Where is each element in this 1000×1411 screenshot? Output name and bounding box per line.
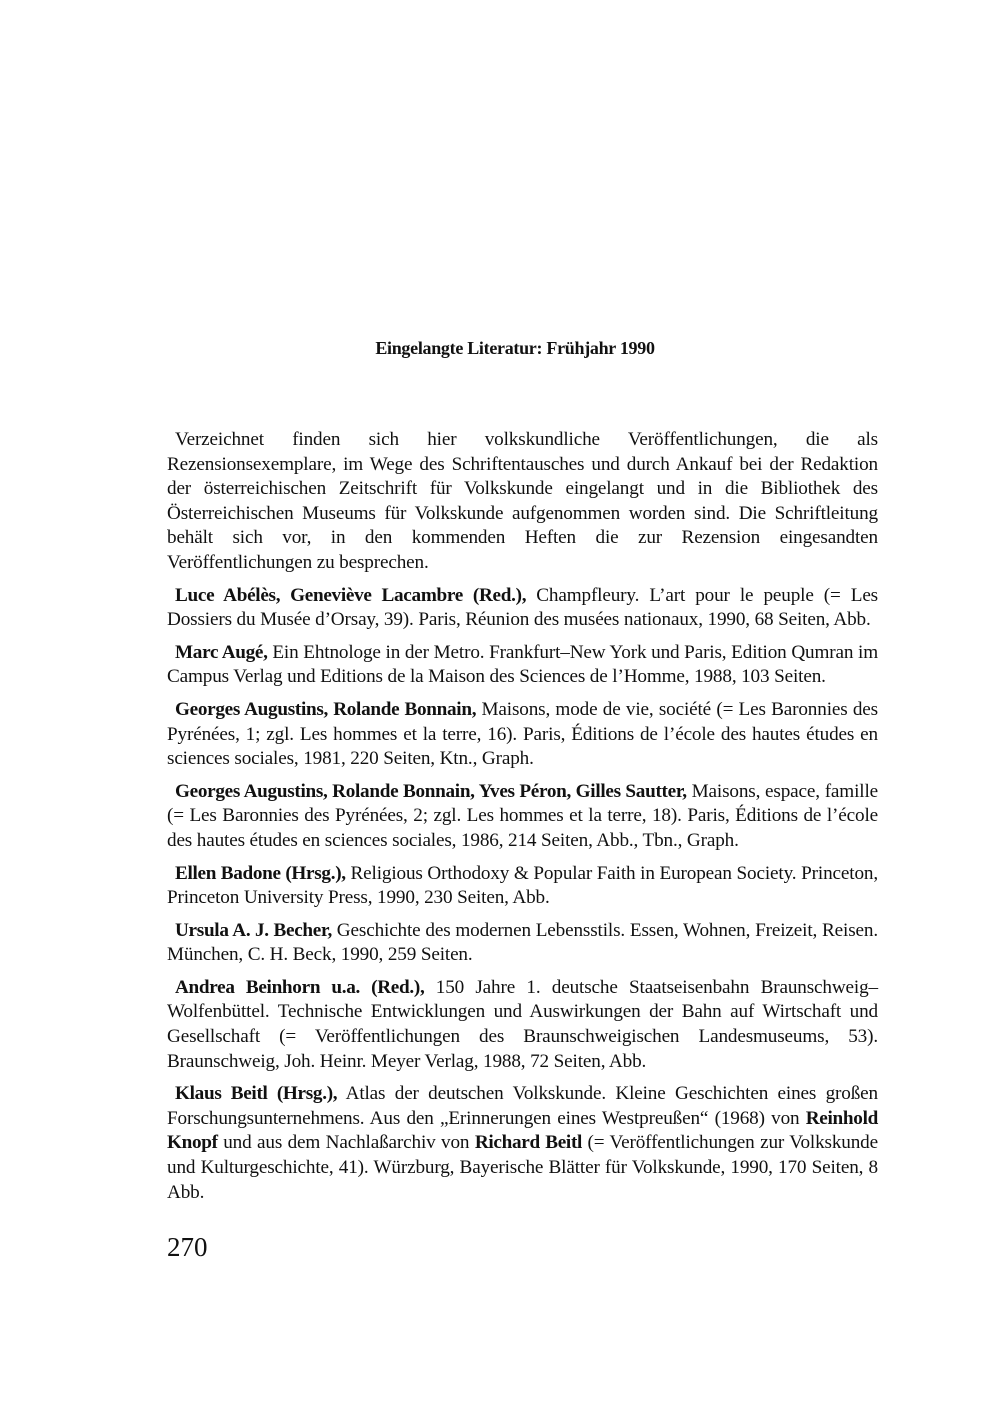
entry-text: Maisons, espace, famille (= Les Baronnies des Pyrénées, 2; zgl. Les hommes et la terre, 18). Paris, Éditions de l’école des hautes études en sciences sociales, 1986, 214 Seiten, Abb., Tbn., Graph.: [167, 780, 878, 851]
entry-text: Atlas der deutschen Volkskunde. Kleine Geschichten eines großen Forschungsunternehmens. Aus den „Erinnerungen eines Westpreußen“ (1968) von: [167, 1083, 878, 1129]
bibliography-entry: [167, 584, 878, 633]
entry-author: Luce Abélès, Geneviève Lacambre (Red.),: [175, 584, 527, 606]
entry-author: Richard Beitl: [474, 1132, 583, 1154]
bibliography-entry: [167, 919, 878, 968]
entry-text: Champfleury. L’art pour le peuple (= Les Dossiers du Musée d’Orsay, 39). Paris, Réunion des musées nationaux, 1990, 68 Seiten, Abb.: [167, 584, 878, 631]
entry-author: Marc Augé,: [175, 641, 268, 663]
entry-author: Klaus Beitl (Hrsg.),: [175, 1083, 338, 1105]
bibliography-list: [167, 584, 878, 1206]
entry-author: Ellen Badone (Hrsg.),: [175, 862, 346, 884]
bibliography-entry: [167, 698, 878, 772]
bibliography-entry: [167, 1082, 878, 1205]
entry-text: Ein Ehtnologe in der Metro. Frankfurt–New York und Paris, Edition Qumran im Campus Verlag und Editions de la Maison des Sciences de l’Homme, 1988, 103 Seiten.: [167, 641, 878, 688]
intro-paragraph: Verzeichnet finden sich hier volkskundliche Veröffentlichungen, die als Rezensionsexemplare, im Wege des Schriftentausches und durch Ankauf bei der Redaktion der österreichischen Zeitschrift für Volkskunde eingelangt und in die Bibliothek des Österreichischen Museums für Volkskunde aufgenommen worden sind. Die Schriftleitung behält sich vor, in den kommenden Heften die zur Rezension eingesandten Veröffentlichungen zu besprechen.: [167, 429, 878, 573]
document-body: [167, 428, 878, 1213]
bibliography-entry: [167, 780, 878, 854]
entry-text: Maisons, mode de vie, société (= Les Baronnies des Pyrénées, 1; zgl. Les hommes et la terre, 16). Paris, Éditions de l’école des hautes études en sciences sociales, 1981, 220 Seiten, Ktn., Graph.: [167, 698, 878, 770]
entry-text: (= Veröffentlichungen zur Volkskunde und Kulturgeschichte, 41). Würzburg, Bayerische Blätter für Volkskunde, 1990, 170 Seiten, 8 Abb.: [167, 1132, 878, 1203]
page-title: Eingelangte Literatur: Frühjahr 1990: [375, 338, 655, 358]
entry-author: Georges Augustins, Rolande Bonnain, Yves Péron, Gilles Sautter,: [175, 780, 687, 802]
bibliography-entry: [167, 862, 878, 911]
entry-author: Andrea Beinhorn u.a. (Red.),: [175, 976, 425, 998]
entry-text: und aus dem Nachlaßarchiv von: [217, 1132, 475, 1154]
bibliography-entry: [167, 976, 878, 1074]
entry-text: Geschichte des modernen Lebensstils. Essen, Wohnen, Freizeit, Reisen. München, C. H. Beck, 1990, 259 Seiten.: [167, 919, 878, 966]
entry-author: Reinhold Knopf: [167, 1107, 878, 1154]
entry-author: Georges Augustins, Rolande Bonnain,: [175, 698, 477, 720]
entry-author: Ursula A. J. Becher,: [175, 919, 332, 941]
entry-text: 150 Jahre 1. deutsche Staatseisenbahn Braunschweig–Wolfenbüttel. Technische Entwicklungen und Auswirkungen der Bahn auf Wirtschaft und Gesellschaft (= Veröffentlichungen des Braunschweigischen Landesmuseums, 53). Braunschweig, Joh. Heinr. Meyer Verlag, 1988, 72 Seiten, Abb.: [167, 976, 878, 1072]
entry-text: Religious Orthodoxy & Popular Faith in European Society. Princeton, Princeton University Press, 1990, 230 Seiten, Abb.: [167, 862, 878, 909]
bibliography-entry: [167, 641, 878, 690]
page-number: 270: [167, 1232, 208, 1262]
